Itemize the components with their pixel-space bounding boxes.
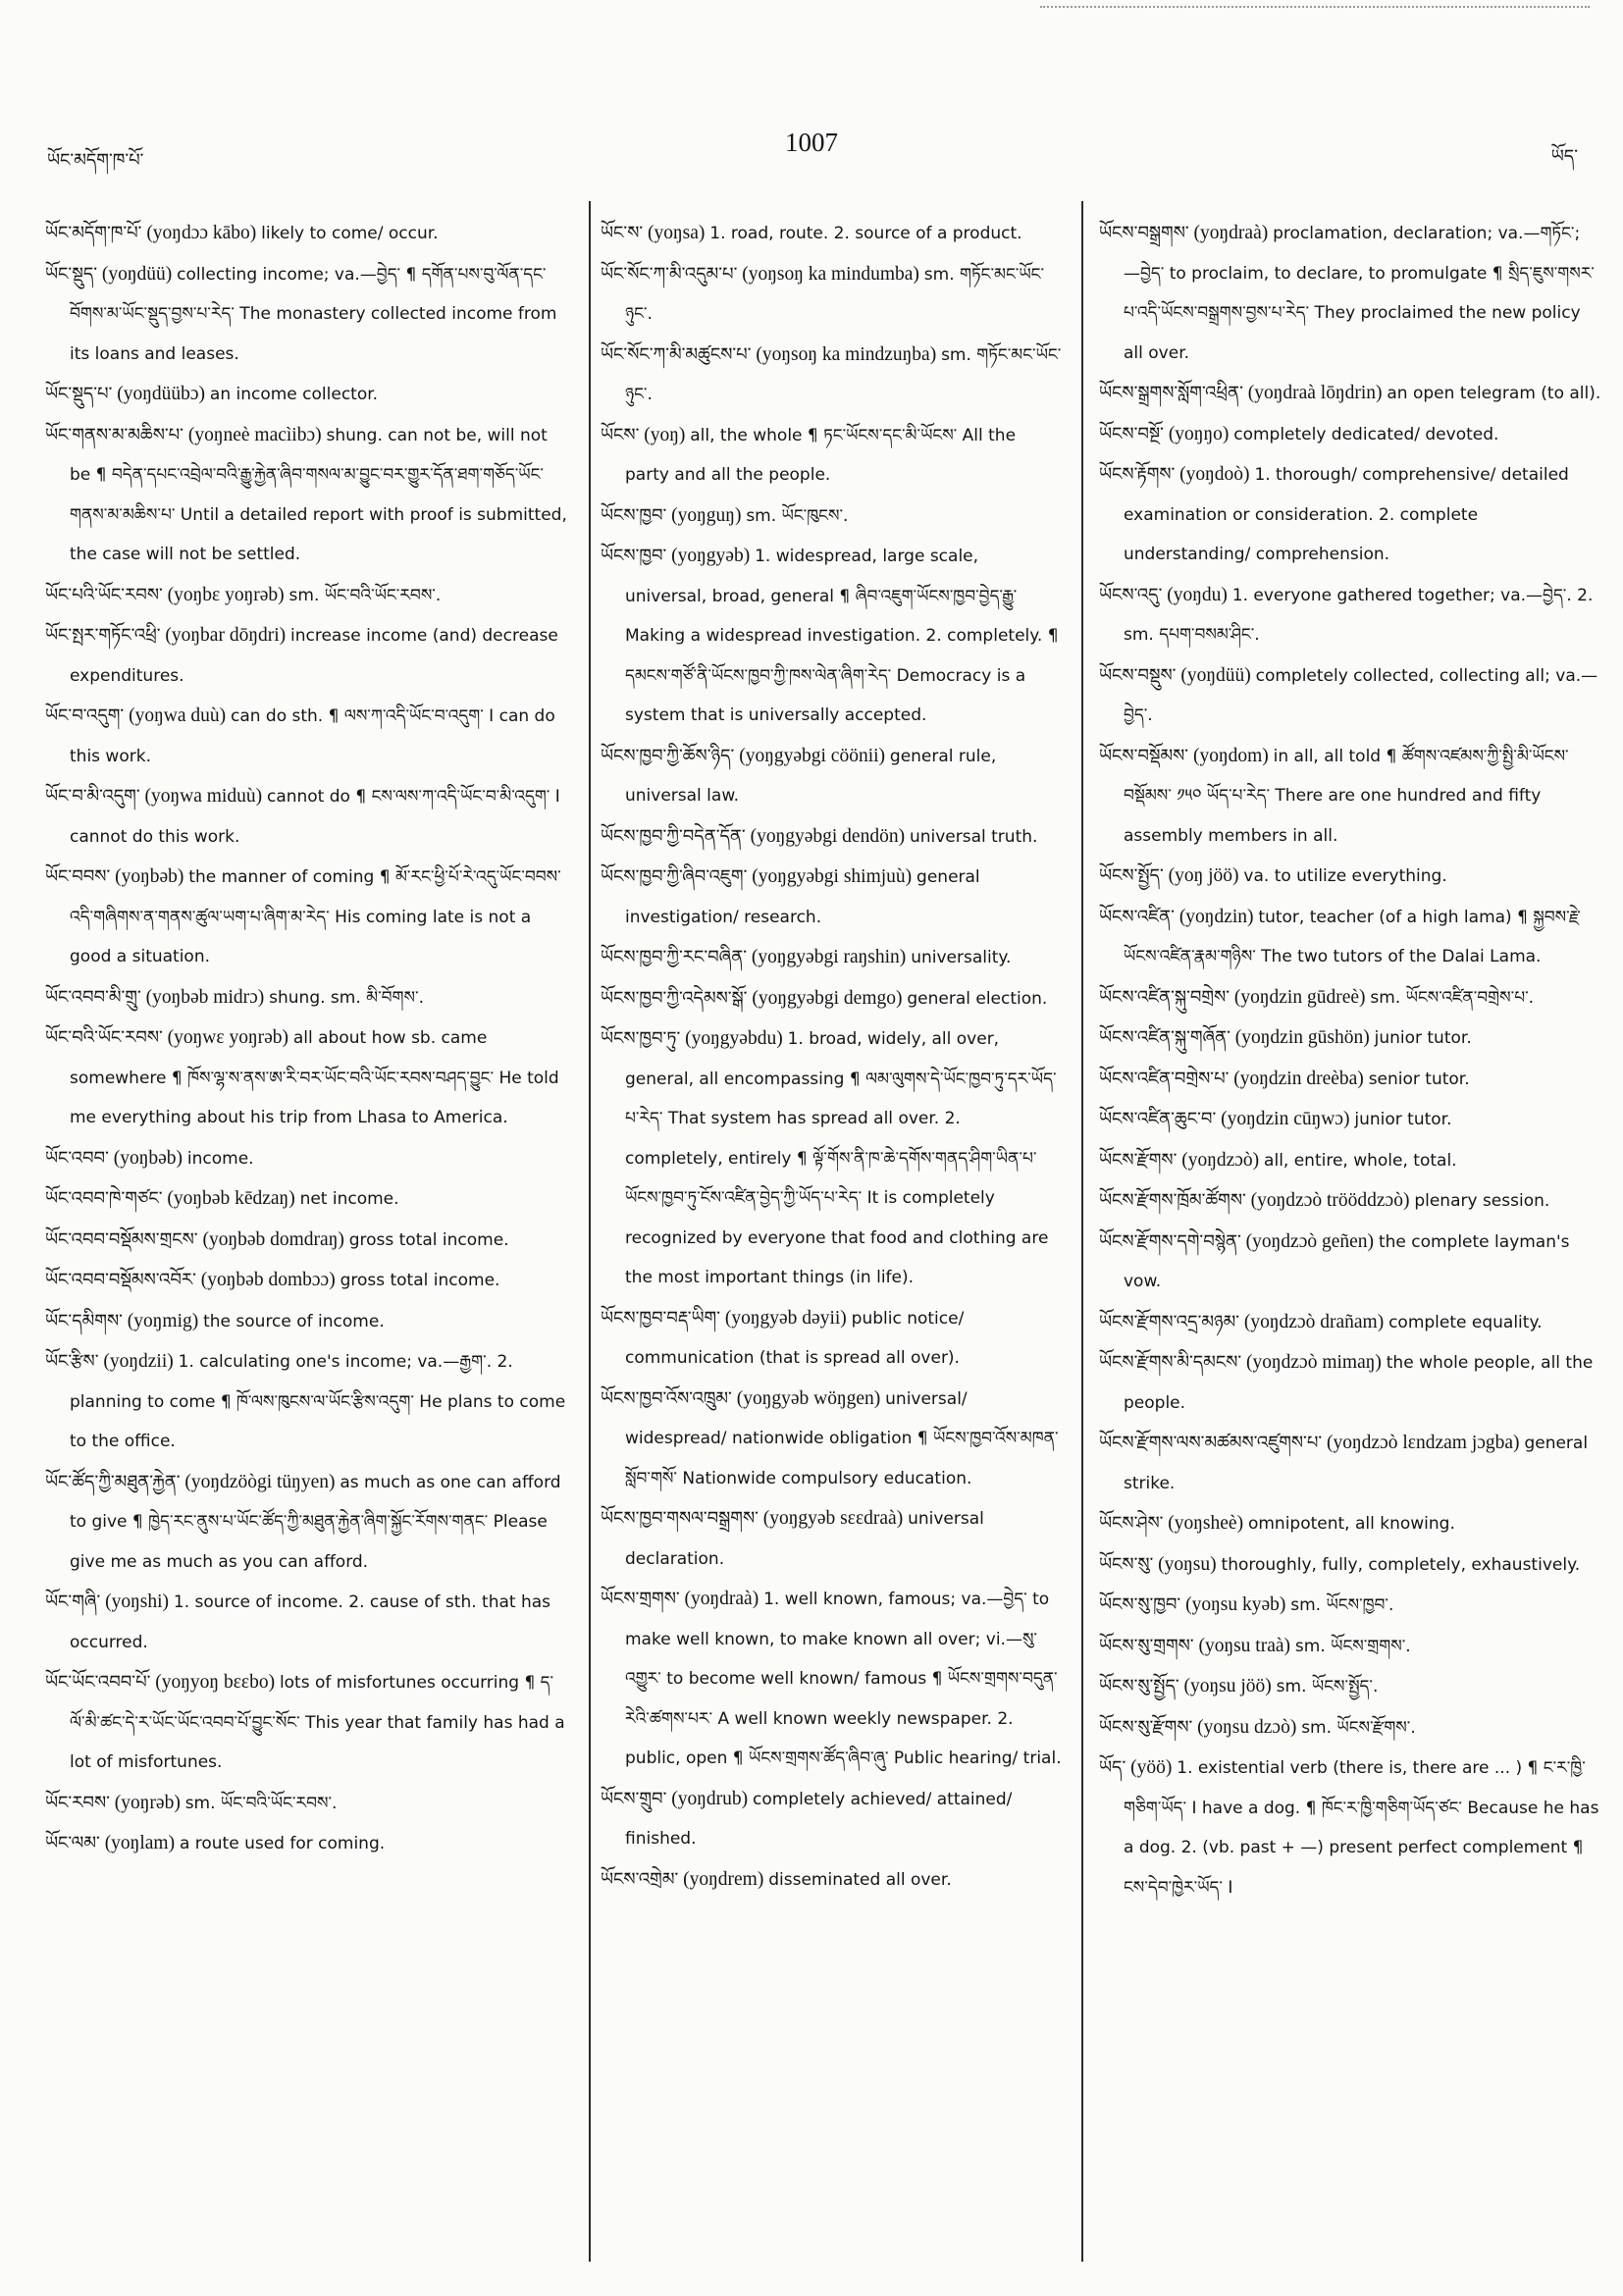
definition: gross total income. xyxy=(348,1229,509,1250)
dictionary-entry xyxy=(601,416,1062,496)
dictionary-entry xyxy=(1099,1504,1601,1544)
right-guideword: ཡོད་ xyxy=(1550,146,1578,167)
dictionary-entry xyxy=(601,1499,1062,1579)
headword: ཡོངས་སྒྲགས་སློག་འཕྲིན་ xyxy=(1099,383,1243,403)
pronunciation: (yoŋdüü) xyxy=(101,263,173,285)
definition: as much as one can afford to give ¶ ཁྱེད་རང་ནུས་པ་ཡོང་ཚོད་ཀྱི་མཐུན་རྐྱེན་ཞིག་སྐྱོང་རོགས་གནང་ Please give me as much as you can afford. xyxy=(70,1472,561,1572)
headword: ཡོང་བབས་ xyxy=(45,866,111,887)
definition: an open telegram (to all). xyxy=(1387,384,1601,403)
dictionary-entry xyxy=(1099,1424,1601,1503)
definition: sm. གཏོང་མང་ཡོང་ཉུང་. xyxy=(625,264,1045,324)
definition: shung. sm. མི་བོགས་. xyxy=(269,987,424,1008)
definition: collecting income; va.—བྱེད་ ¶ དགོན་པས་བུ་ལོན་དང་བོགས་མ་ཡོང་སྡུད་བྱས་པ་རེད་ The monastery collected income from its loans and leases. xyxy=(70,264,557,364)
dictionary-entry xyxy=(1099,455,1601,575)
definition: thoroughly, fully, completely, exhaustively. xyxy=(1221,1554,1581,1575)
dictionary-entry xyxy=(1099,1586,1601,1626)
definition: the manner of coming ¶ མོ་རང་ཕྱི་པོ་རེ་འདུ་ཡོང་བབས་འདི་གཞིགས་ན་གནས་ཚུལ་ཡག་པ་ཞིག་མ་རེད་ His coming late is not a good a situation. xyxy=(70,867,561,966)
headword: ཡོངས་རྫོགས་མི་དམངས་ xyxy=(1099,1352,1242,1373)
definition: 1. everyone gathered together; va.—བྱེད་. 2. sm. དཔག་བསམ་ཤིང་. xyxy=(1124,585,1594,645)
pronunciation: (yoŋdraà) xyxy=(1193,223,1269,243)
dictionary-entry xyxy=(1099,1100,1601,1140)
headword: ཡོངས་བསྔོ་ xyxy=(1099,423,1164,444)
pronunciation: (yoŋbəb midrɔ) xyxy=(145,986,265,1008)
definition: public notice/ communication (that is spread all over). xyxy=(625,1308,965,1368)
pronunciation: (yoŋsu traà) xyxy=(1198,1635,1291,1656)
headword: ཡོད་ xyxy=(1099,1757,1126,1778)
pronunciation: (yoŋbar dōŋdri) xyxy=(165,625,287,646)
top-edge-dots xyxy=(1040,6,1590,8)
pronunciation: (yoŋgyəbgi cöönii) xyxy=(739,745,886,766)
pronunciation: (yoŋdüü) xyxy=(1180,664,1251,686)
pronunciation: (yoŋgyəbdu) xyxy=(685,1028,783,1049)
definition: senior tutor. xyxy=(1368,1069,1470,1089)
pronunciation: (yoŋdraà) xyxy=(684,1589,759,1609)
headword: ཡོང་རྩིས་ xyxy=(45,1351,99,1372)
definition: completely dedicated/ devoted. xyxy=(1233,424,1499,444)
dictionary-entry xyxy=(45,777,567,857)
headword: ཡོངས་སྤྱོད་ xyxy=(1099,865,1164,886)
definition: complete equality. xyxy=(1388,1312,1543,1332)
pronunciation: (yoŋgyəbgi dendön) xyxy=(750,825,906,847)
headword: ཡོངས་འཛིན་སྐུ་གཞོན་ xyxy=(1099,1027,1230,1048)
definition: disseminated all over. xyxy=(768,1869,952,1890)
pronunciation: (yoŋdzöògi tüŋyen) xyxy=(184,1471,336,1492)
pronunciation: (yoŋbəb) xyxy=(115,866,184,887)
pronunciation: (yoŋgyəbgi demgo) xyxy=(752,987,903,1009)
pronunciation: (yoŋmig) xyxy=(127,1310,199,1331)
pronunciation: (yoŋlam) xyxy=(104,1833,176,1853)
dictionary-entry xyxy=(45,416,567,575)
pronunciation: (yoŋguŋ) xyxy=(671,504,742,526)
dictionary-entry xyxy=(601,537,1062,736)
dictionary-entry xyxy=(1099,737,1601,857)
definition: general strike. xyxy=(1124,1434,1589,1493)
dictionary-entry xyxy=(601,1580,1062,1779)
dictionary-entry xyxy=(1099,1060,1601,1100)
dictionary-entry xyxy=(45,978,567,1018)
pronunciation: (yoŋyoŋ bɛɛbo) xyxy=(155,1672,276,1693)
pronunciation: (yoŋsu kyəb) xyxy=(1185,1594,1286,1615)
definition: sm. ཡོངས་སྤྱོད་. xyxy=(1276,1677,1379,1696)
headword: ཡོང་སྡུད་པ་ xyxy=(45,384,113,404)
pronunciation: (yoŋshi) xyxy=(105,1592,170,1612)
definition: the whole people, all the people. xyxy=(1124,1353,1594,1413)
dictionary-entry xyxy=(601,979,1062,1019)
dictionary-entry xyxy=(1099,1343,1601,1423)
dictionary-entry xyxy=(1099,1667,1601,1707)
pronunciation: (yoŋdzɔò drañam) xyxy=(1243,1311,1385,1332)
pronunciation: (yoŋsheè) xyxy=(1168,1513,1244,1534)
headword: ཡོངས་རྫོགས་ལས་མཚམས་འཛུགས་པ་ xyxy=(1099,1433,1323,1453)
dictionary-entry xyxy=(601,1380,1062,1499)
definition: general election. xyxy=(907,988,1048,1009)
dictionary-entry xyxy=(601,737,1062,816)
pronunciation: (yoŋdzin gūshön) xyxy=(1234,1027,1370,1048)
definition: completely achieved/ attained/ finished. xyxy=(625,1789,1013,1849)
headword: ཡོང་གཞི་ xyxy=(45,1592,101,1612)
dictionary-entry xyxy=(1099,857,1601,897)
definition: 1. widespread, large scale, universal, broad, general ¶ ཞིབ་འཇུག་ཡོངས་ཁྱབ་བྱེད་རྒྱུ་ Making a widespread investigation. 2. completely. ¶ དམངས་གཙོ་ནི་ཡོངས་ཁྱབ་ཀྱི་ཁས་ལེན་ཞིག་རེད་ Democracy is a system that is universally accepted. xyxy=(625,547,1059,725)
headword: ཡོང་ཡོང་འབབ་པོ་ xyxy=(45,1672,151,1693)
dictionary-entry xyxy=(1099,898,1601,977)
pronunciation: (yoŋdzɔò mimaŋ) xyxy=(1246,1352,1382,1373)
headword: ཡོང་དམིགས་ xyxy=(45,1310,123,1331)
headword: ཡོང་བ་འདུག་ xyxy=(45,705,125,726)
definition: general rule, universal law. xyxy=(625,746,997,806)
dictionary-entry xyxy=(601,336,1062,415)
headword: ཡོང་འབབ་མི་གྲུ་ xyxy=(45,986,141,1008)
dictionary-entry xyxy=(1099,374,1601,414)
dictionary-entry xyxy=(601,1860,1062,1901)
definition: an income collector. xyxy=(209,385,379,404)
pronunciation: (yoŋdzin gūdreè) xyxy=(1233,986,1366,1008)
pronunciation: (yoŋdzin dreèba) xyxy=(1233,1068,1364,1089)
dictionary-entry xyxy=(601,1299,1062,1379)
dictionary-entry xyxy=(45,616,567,696)
definition: sm. ཡོང་བའི་ཡོང་རབས་. xyxy=(288,585,442,605)
headword: ཡོངས་ཁྱབ་ཀྱི་རང་བཞིན་ xyxy=(601,947,748,967)
headword: ཡོངས་ཁྱབ་ཀྱི་ཆོས་ཉིད་ xyxy=(601,745,735,766)
headword: ཡོངས་ཁྱབ་ཏུ་ xyxy=(601,1028,681,1049)
headword: ཡོང་ལམ་ xyxy=(45,1833,100,1853)
headword: ཡོངས་ཤེས་ xyxy=(1099,1513,1164,1534)
headword: ཡོངས་ཁྱབ་ཀྱི་འདེམས་སྒོ་ xyxy=(601,987,748,1009)
dictionary-entry xyxy=(601,496,1062,537)
headword: ཡོངས་ཁྱབ་ xyxy=(601,504,667,526)
pronunciation: (yoŋrəb) xyxy=(114,1792,181,1813)
dictionary-entry xyxy=(45,375,567,415)
headword: ཡོང་ས་ xyxy=(601,223,644,243)
definition: the source of income. xyxy=(203,1311,385,1331)
pronunciation: (yoŋdzii) xyxy=(103,1351,174,1372)
dictionary-entry xyxy=(1099,214,1601,373)
pronunciation: (yoŋŋo) xyxy=(1168,423,1230,444)
dictionary-entry xyxy=(45,1261,567,1301)
headword: ཡོངས་ཁྱབ་ཀྱི་ཞིབ་འཇུག་ xyxy=(601,866,748,887)
headword: ཡོང་སོང་ཀ་མི་མཚུངས་པ་ xyxy=(601,343,752,365)
dictionary-entry xyxy=(45,214,567,254)
dictionary-entry xyxy=(45,1221,567,1261)
definition: junior tutor. xyxy=(1374,1028,1472,1048)
definition: 1. broad, widely, all over, general, all encompassing ¶ ལམ་ལུགས་དེ་ཡོང་ཁྱབ་ཏུ་དར་ཡོད་པ་རེད་ That system has spread all over. 2. completely, entirely ¶ ལྟོ་གོས་ནི་ཁ་ཆེ་དགོས་གནད་ཤིག་ཡིན་པ་ཡོངས་ཁྱབ་ཏུ་ངོས་འཛིན་བྱེད་ཀྱི་ཡོད་པ་རེད་ It is completely recognized by everyone that food and clothing are the most important things (in life). xyxy=(625,1029,1057,1287)
dictionary-entry xyxy=(1099,1223,1601,1302)
headword: ཡོངས་སུ་སྤྱོད་ xyxy=(1099,1676,1179,1696)
dictionary-entry xyxy=(1099,1708,1601,1748)
definition: proclamation, declaration; va.—གཏོང་; —བྱེད་ to proclaim, to declare, to promulgate ¶ སྲིད་ཇུས་གསར་པ་འདི་ཡོངས་བསྒྲགས་བྱས་པ་རེད་ They proclaimed the new policy all over. xyxy=(1124,224,1595,363)
pronunciation: (yoŋsoŋ ka mindzuŋba) xyxy=(756,343,937,365)
headword: ཡོང་སྡུད་ xyxy=(45,263,98,285)
dictionary-entry xyxy=(45,858,567,977)
headword: ཡོང་ཚོད་ཀྱི་མཐུན་རྐྱེན་ xyxy=(45,1471,181,1492)
pronunciation: (yoŋgyəb wöŋgen) xyxy=(736,1387,881,1409)
definition: universal declaration. xyxy=(625,1509,984,1569)
pronunciation: (yoŋwa miduù) xyxy=(144,786,263,807)
pronunciation: (yoŋ) xyxy=(644,424,686,445)
pronunciation: (yoŋdzɔò trööddzɔò) xyxy=(1250,1190,1410,1211)
headword: ཡོང་པའི་ཡོང་རབས་ xyxy=(45,584,163,605)
dictionary-entry xyxy=(601,817,1062,858)
dictionary-entry xyxy=(45,1018,567,1138)
headword: ཡོང་འབབ་བསྡོམས་གྲངས་ xyxy=(45,1228,198,1250)
definition: cannot do ¶ ངས་ལས་ཀ་འདི་ཡོང་བ་མི་འདུག་ I cannot do this work. xyxy=(70,787,560,847)
pronunciation: (yoŋsu dzɔò) xyxy=(1197,1716,1297,1738)
headword: ཡོངས་འགྲེམ་ xyxy=(601,1868,679,1890)
headword: ཡོངས་གྲུབ་ xyxy=(601,1788,667,1809)
page-number: 1007 xyxy=(785,128,838,157)
definition: universal truth. xyxy=(909,826,1038,847)
headword: ཡོངས་བསྡོམས་ xyxy=(1099,745,1189,766)
dictionary-entry xyxy=(1099,1748,1601,1907)
definition: sm. ཡོངས་འཛིན་བགྲེས་པ་. xyxy=(1370,987,1535,1008)
headword: ཡོངས་བསྒྲགས་ xyxy=(1099,223,1189,243)
headword: ཡོངས་སུ་རྫོགས་ xyxy=(1099,1716,1193,1738)
pronunciation: (yoŋdzɔò) xyxy=(1181,1149,1260,1171)
headword: ཡོང་འབབ་ xyxy=(45,1147,109,1169)
pronunciation: (yoŋbəb dombɔɔ) xyxy=(200,1270,336,1290)
definition: 1. source of income. 2. cause of sth. that has occurred. xyxy=(70,1592,551,1652)
headword: ཡོངས་འདུ་ xyxy=(1099,584,1163,605)
headword: ཡོངས་ཁྱབ་ཀྱི་བདེན་དོན་ xyxy=(601,825,746,847)
dictionary-entry xyxy=(45,697,567,776)
pronunciation: (yoŋdzɔò geñen) xyxy=(1245,1230,1375,1252)
definition: lots of misfortunes occurring ¶ ད་ལོ་མི་ཚང་དེ་ར་ཡོང་ཡོང་འབབ་པོ་བྱུང་སོང་ This year that family has had a lot of misfortunes. xyxy=(70,1673,565,1772)
definition: 1. road, route. 2. source of a product. xyxy=(709,224,1022,243)
dictionary-entry xyxy=(1099,1018,1601,1059)
definition: likely to come/ occur. xyxy=(261,224,439,243)
pronunciation: (yoŋdɔɔ kābo) xyxy=(146,223,257,243)
headword: ཡོངས་ཁྱབ་བརྡ་ཡིག་ xyxy=(601,1307,720,1329)
pronunciation: (yoŋgyəb) xyxy=(671,546,751,566)
column-middle xyxy=(601,214,1062,2255)
headword: ཡོངས་ཁྱབ་ xyxy=(601,546,667,566)
pronunciation: (yoŋbɛ yoŋrəb) xyxy=(167,584,285,605)
headword: ཡོངས་འཛིན་ཆུང་བ་ xyxy=(1099,1109,1217,1129)
pronunciation: (yoŋdrem) xyxy=(683,1868,764,1890)
definition: general investigation/ research. xyxy=(625,867,980,927)
dictionary-entry xyxy=(1099,1627,1601,1667)
definition: universality. xyxy=(911,948,1012,967)
pronunciation: (yoŋ jöö) xyxy=(1168,865,1239,886)
page-header xyxy=(0,120,1623,179)
headword: ཡོང་གནས་མ་མཆིས་པ་ xyxy=(45,424,183,445)
headword: ཡོངས་རྫོགས་ཁྲོམ་ཚོགས་ xyxy=(1099,1190,1246,1211)
headword: ཡོང་སོང་ཀ་མི་འདུམ་པ་ xyxy=(601,263,738,285)
pronunciation: (yoŋgyəb dəyii) xyxy=(724,1307,847,1329)
pronunciation: (yoŋbəb kēdzaŋ) xyxy=(167,1188,295,1209)
pronunciation: (yoŋgyəb sɛɛdraà) xyxy=(762,1508,904,1529)
definition: shung. can not be, will not be ¶ བདེན་དཔང་འབྲེལ་བའི་རྒྱུ་རྐྱེན་ཞིབ་གསལ་མ་བྱུང་བར་གྱུར་དོན་ཐག་གཅོད་ཡོང་གནས་མ་མཆིས་པ་ Until a detailed report with proof is submitted, the case will not be settled. xyxy=(70,425,567,564)
pronunciation: (yöö) xyxy=(1130,1757,1173,1778)
definition: a route used for coming. xyxy=(179,1834,386,1853)
pronunciation: (yoŋwɛ yoŋrəb) xyxy=(167,1027,288,1048)
headword: ཡོངས་འཛིན་བགྲེས་པ་ xyxy=(1099,1068,1230,1089)
definition: plenary session. xyxy=(1414,1191,1550,1211)
definition: income. xyxy=(186,1148,254,1169)
dictionary-entry xyxy=(1099,1141,1601,1181)
headword: ཡོང་རབས་ xyxy=(45,1792,110,1813)
headword: ཡོང་འབབ་ཁེ་གཙང་ xyxy=(45,1188,163,1209)
left-guideword: ཡོང་མདོག་ཁ་པོ་ xyxy=(47,150,144,171)
pronunciation: (yoŋdzɔò lɛndzam jɔgba) xyxy=(1327,1433,1520,1453)
pronunciation: (yoŋbəb) xyxy=(113,1147,183,1169)
pronunciation: (yoŋsu) xyxy=(1158,1553,1217,1575)
headword: ཡོང་འབབ་བསྡོམས་འབོར་ xyxy=(45,1270,196,1290)
column-right xyxy=(1099,214,1601,2255)
headword: ཡོང་མདོག་ཁ་པོ་ xyxy=(45,223,142,243)
dictionary-entry xyxy=(601,858,1062,937)
dictionary-entry xyxy=(601,1780,1062,1859)
pronunciation: (yoŋwa duù) xyxy=(129,705,227,726)
definition: universal/ widespread/ nationwide obligation ¶ ཡོངས་ཁྱབ་འོས་མཁན་སློབ་གསོ་ Nationwide compulsory education. xyxy=(625,1388,1059,1488)
pronunciation: (yoŋdzin cūŋwɔ) xyxy=(1221,1109,1350,1129)
dictionary-entry xyxy=(1099,1545,1601,1586)
headword: ཡོངས་བསྡུས་ xyxy=(1099,664,1177,686)
pronunciation: (yoŋdu) xyxy=(1167,584,1228,605)
headword: ཡོངས་ཁྱབ་འོས་འཁྲུམ་ xyxy=(601,1387,732,1409)
dictionary-entry xyxy=(601,214,1062,254)
dictionary-entry xyxy=(601,255,1062,335)
pronunciation: (yoŋdom) xyxy=(1192,745,1269,766)
headword: ཡོང་སྤར་གཏོང་འཕྲི་ xyxy=(45,625,161,646)
column-divider xyxy=(1081,201,1083,2262)
definition: sm. ཡོངས་རྫོགས་. xyxy=(1301,1717,1416,1738)
definition: sm. ཡོངས་ཁྱབ་. xyxy=(1290,1595,1394,1615)
definition: net income. xyxy=(299,1189,399,1209)
dictionary-entry xyxy=(45,1463,567,1583)
definition: 1. thorough/ comprehensive/ detailed examination or consideration. 2. complete understanding/ comprehension. xyxy=(1124,465,1569,564)
headword: ཡོངས་འཛིན་སྐུ་བགྲེས་ xyxy=(1099,986,1230,1008)
headword: ཡོངས་ xyxy=(601,424,640,445)
dictionary-entry xyxy=(45,1784,567,1824)
dictionary-entry xyxy=(601,938,1062,978)
pronunciation: (yoŋgyəbgi raŋshin) xyxy=(751,947,907,967)
definition: the complete layman's vow. xyxy=(1124,1231,1570,1291)
dictionary-entry xyxy=(1099,1303,1601,1343)
definition: va. to utilize everything. xyxy=(1243,866,1447,886)
definition: sm. ཡོངས་གྲགས་. xyxy=(1294,1636,1411,1656)
column-left xyxy=(45,214,567,2255)
definition: all about how sb. came somewhere ¶ ཁོས་ལྷ་ས་ནས་ཨ་རི་བར་ཡོང་བའི་ཡོང་རབས་བཤད་བྱུང་ He told me everything about his trip from Lhasa to America. xyxy=(70,1028,559,1127)
dictionary-entry xyxy=(1099,978,1601,1018)
headword: ཡོངས་རྫོགས་དགེ་བསྙེན་ xyxy=(1099,1230,1241,1252)
dictionary-entry xyxy=(45,1583,567,1662)
headword: ཡོངས་སུ་གྲགས་ xyxy=(1099,1635,1194,1656)
pronunciation: (yoŋdoò) xyxy=(1179,464,1250,485)
headword: ཡོང་བའི་ཡོང་རབས་ xyxy=(45,1027,163,1048)
dictionary-entry xyxy=(45,1179,567,1220)
definition: sm. གཏོང་མང་ཡོང་ཉུང་. xyxy=(625,344,1062,404)
pronunciation: (yoŋdrub) xyxy=(671,1788,749,1809)
definition: increase income (and) decrease expenditures. xyxy=(70,626,558,686)
pronunciation: (yoŋdüübɔ) xyxy=(117,384,206,404)
dictionary-entry xyxy=(45,255,567,375)
definition: all, entire, whole, total. xyxy=(1264,1150,1457,1171)
headword: ཡོངས་ཁྱབ་གསལ་བསྒྲགས་ xyxy=(601,1508,759,1529)
definition: all, the whole ¶ ཏང་ཡོངས་དང་མི་ཡོངས་ All the party and all the people. xyxy=(625,425,1017,485)
definition: 1. calculating one's income; va.—རྒྱག་. 2. planning to come ¶ ཁོ་ལས་ཁུངས་ལ་ཡོང་རྩིས་འདུག་ He plans to come to the office. xyxy=(70,1352,566,1451)
dictionary-entry xyxy=(1099,415,1601,455)
definition: gross total income. xyxy=(340,1271,500,1290)
headword: ཡོངས་རྫོགས་ xyxy=(1099,1149,1178,1171)
dictionary-entry xyxy=(45,1663,567,1783)
definition: 1. well known, famous; va.—བྱེད་ to make well known, to make known all over; vi.—སུ་འགྱུར་ to become well known/ famous ¶ ཡོངས་གྲགས་བདུན་རེའི་ཚགས་པར་ A well known weekly newspaper. 2. public, open ¶ ཡོངས་གྲགས་ཚོད་ཞིབ་ཞུ་ Public hearing/ trial. xyxy=(625,1590,1062,1768)
definition: omnipotent, all knowing. xyxy=(1247,1514,1455,1534)
headword: ཡོངས་འཛིན་ xyxy=(1099,906,1175,927)
dictionary-entry xyxy=(45,1342,567,1462)
headword: ཡོངས་རྟོགས་ xyxy=(1099,464,1176,485)
pronunciation: (yoŋneè macìibɔ) xyxy=(187,424,322,445)
dictionary-entry xyxy=(601,1019,1062,1298)
pronunciation: (yoŋdzin) xyxy=(1178,906,1254,927)
dictionary-entry xyxy=(45,576,567,616)
column-divider xyxy=(589,201,591,2262)
dictionary-entry xyxy=(45,1824,567,1864)
definition: sm. ཡོང་ཁུངས་. xyxy=(746,505,849,526)
definition: tutor, teacher (of a high lama) ¶ སྐྱབས་རྗེ་ཡོངས་འཛིན་རྣམ་གཉིས་ The two tutors of the Dalai Lama. xyxy=(1124,907,1581,966)
pronunciation: (yoŋgyəbgi shimjuù) xyxy=(752,866,913,887)
definition: junior tutor. xyxy=(1354,1110,1452,1129)
definition: 1. existential verb (there is, there are ... ) ¶ ང་ར་ཁྱི་གཅིག་ཡོད་ I have a dog. ¶ ཁོང་ར་ཁྱི་གཅིག་ཡོད་ཙང་ Because he has a dog. 2. (vb. past + —) present perfect complement ¶ ངས་དེབ་ཁྱེར་ཡོད་ I xyxy=(1124,1758,1599,1898)
dictionary-entry xyxy=(1099,1181,1601,1222)
definition: sm. ཡོང་བའི་ཡོང་རབས་. xyxy=(184,1793,338,1813)
headword: ཡོང་བ་མི་འདུག་ xyxy=(45,786,140,807)
pronunciation: (yoŋsoŋ ka mindumba) xyxy=(742,263,919,285)
headword: ཡོངས་གྲགས་ xyxy=(601,1589,680,1609)
dictionary-entry xyxy=(1099,576,1601,655)
pronunciation: (yoŋdraà lōŋdrin) xyxy=(1247,383,1383,403)
pronunciation: (yoŋbəb domdraŋ) xyxy=(202,1228,344,1250)
definition: in all, all told ¶ ཚོགས་འཛམས་ཀྱི་སྤྱི་མི་ཡོངས་བསྡོམས་ ༡༥༠ ཡོད་པ་རེད་ There are one hundred and fifty assembly members in all. xyxy=(1124,746,1569,846)
pronunciation: (yoŋsu jöö) xyxy=(1183,1676,1272,1696)
dictionary-entry xyxy=(45,1139,567,1179)
pronunciation: (yoŋsa) xyxy=(648,223,706,243)
dictionary-entry xyxy=(45,1302,567,1342)
definition: completely collected, collecting all; va.—བྱེད་. xyxy=(1124,665,1598,725)
headword: ཡོངས་སུ་ཁྱབ་ xyxy=(1099,1594,1181,1615)
dictionary-entry xyxy=(1099,656,1601,736)
definition: can do sth. ¶ ལས་ཀ་འདི་ཡོང་བ་འདུག་ I can do this work. xyxy=(70,706,555,766)
headword: ཡོངས་རྫོགས་འདྲ་མཉམ་ xyxy=(1099,1311,1240,1332)
headword: ཡོངས་སུ་ xyxy=(1099,1553,1154,1575)
